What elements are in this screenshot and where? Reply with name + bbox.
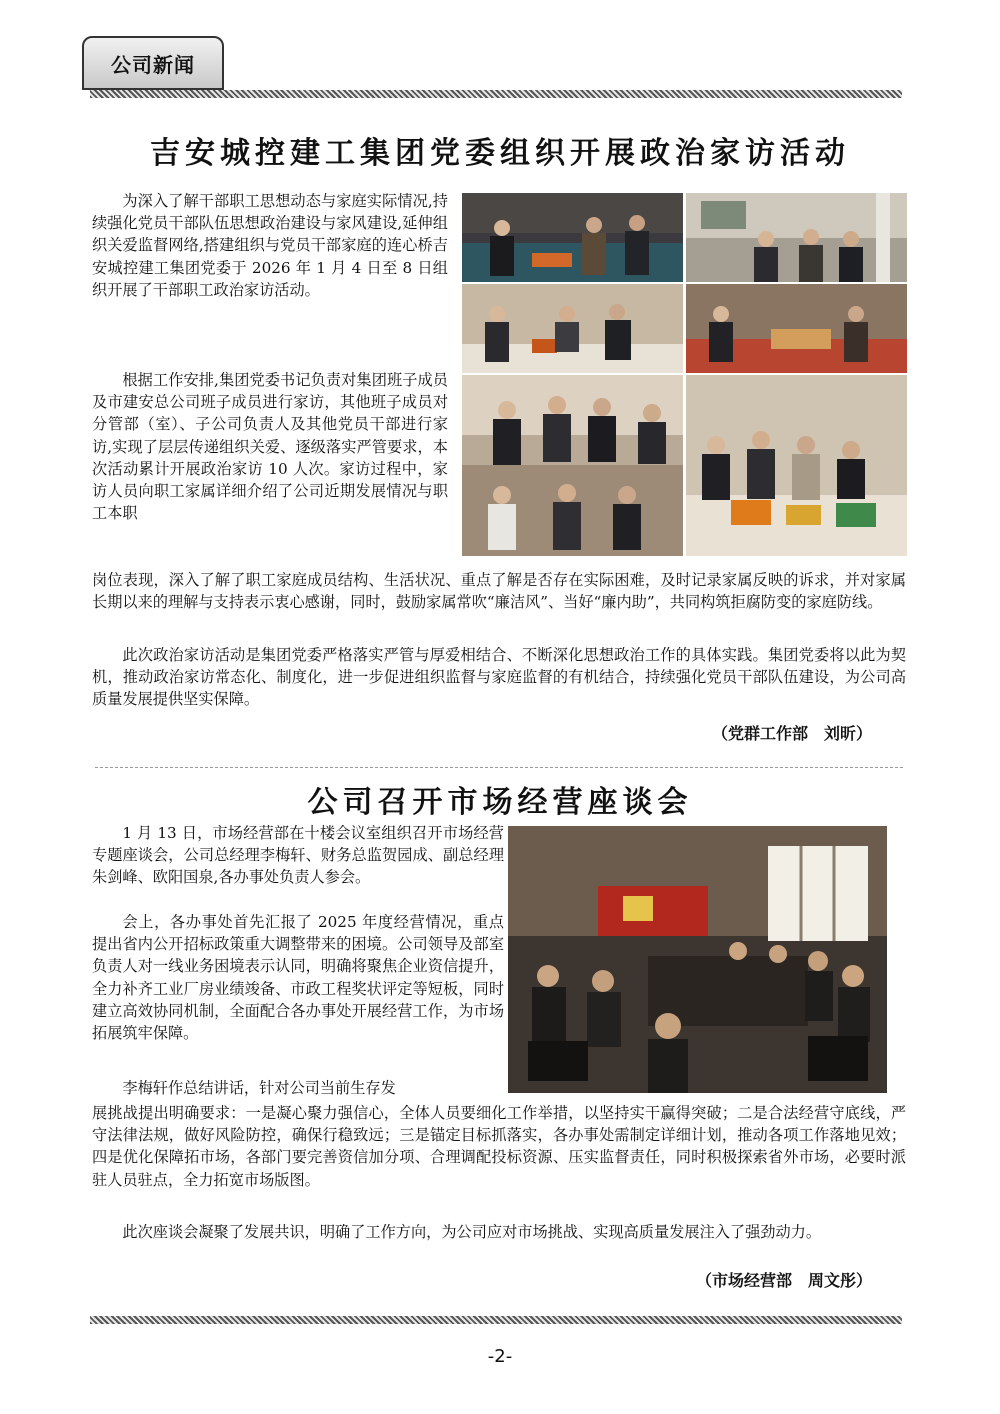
home-visit-photo-6 [686, 375, 907, 556]
article1-title: 吉安城控建工集团党委组织开展政治家访活动 [150, 136, 850, 171]
home-visit-photo-4 [686, 284, 907, 373]
article2-paragraph-3-wrap: 李梅轩作总结讲话，针对公司当前生存发 [122, 1079, 396, 1097]
article1-byline: （党群工作部 刘昕） [711, 724, 872, 743]
home-visit-photo-1 [462, 193, 683, 282]
article1-paragraph-2-continued: 岗位表现，深入了解了职工家庭成员结构、生活状况、重点了解是否存在实际困难，及时记录家属反映的诉求，并对家属长期以来的理解与支持表示衷心感谢，同时，鼓励家属常吹“廉洁风”、当好“廉内助”，共同构筑拒腐防变的家庭防线。 [92, 571, 906, 612]
home-visit-photo-5 [462, 375, 683, 556]
home-visit-photo-3 [462, 284, 683, 373]
home-visit-photo-2 [686, 193, 907, 282]
article2-paragraph-4: 此次座谈会凝聚了发展共识，明确了工作方向，为公司应对市场挑战、实现高质量发展注入了强劲动力。 [122, 1223, 822, 1241]
section-tab-company-news: 公司新闻 [82, 36, 224, 90]
article2-paragraph-3-continued: 展挑战提出明确要求：一是凝心聚力强信心，全体人员要细化工作举措，以坚持实干赢得突破；二是合法经营守底线，严守法律法规，做好风险防控，确保行稳致远；三是锚定目标抓落实，各办事处需制定详细计划，推动各项工作落地见效；四是优化保障拓市场，各部门要完善资信加分项、合理调配投标资源、压实监督责任，同时积极探索省外市场，必要时派驻人员驻点，全力拓宽市场版图。 [92, 1104, 906, 1189]
article-divider [95, 767, 903, 768]
article2-byline: （市场经营部 周文彤） [695, 1271, 872, 1290]
article2-paragraph-2: 会上，各办事处首先汇报了 2025 年度经营情况，重点提出省内公开招标政策重大调整带来的困境。公司领导及部室负责人对一线业务困境表示认同，明确将聚焦企业资信提升，全力补齐工业厂房业绩竣备、市政工程奖状评定等短板，同时建立高效协同机制，全面配合各办事处开展经营工作，为市场拓展筑牢保障。 [92, 913, 504, 1043]
page-number: -2- [487, 1346, 513, 1367]
article2-title: 公司召开市场经营座谈会 [307, 785, 693, 820]
article1-paragraph-1: 为深入了解干部职工思想动态与家庭实际情况,持续强化党员干部队伍思想政治建设与家风建设,延伸组织关爱监督网络,搭建组织与党员干部家庭的连心桥吉安城控建工集团党委于 2026 年 1 月 4 日至 8 日组织开展了干部职工政治家访活动。 [92, 192, 448, 299]
article2-paragraph-1: 1 月 13 日，市场经营部在十楼会议室组织召开市场经营专题座谈会，公司总经理李梅轩、财务总监贺园成、副总经理朱剑峰、欧阳国泉,各办事处负责人参会。 [92, 824, 504, 887]
header-hatch-rule [90, 90, 902, 98]
meeting-photo [508, 826, 887, 1093]
article1-paragraph-3: 此次政治家访活动是集团党委严格落实严管与厚爱相结合、不断深化思想政治工作的具体实践。集团党委将以此为契机，推动政治家访常态化、制度化，进一步促进组织监督与家庭监督的有机结合，持续强化党员干部队伍建设，为公司高质量发展提供坚实保障。 [92, 646, 906, 709]
article1-paragraph-2-wrap: 根据工作安排,集团党委书记负责对集团班子成员及市建安总公司班子成员进行家访，其他班子成员对分管部（室）、子公司负责人及其他党员干部进行家访,实现了层层传递组织关爱、逐级落实严管要求，本次活动累计开展政治家访 10 人次。家访过程中，家访人员向职工家属详细介绍了公司近期发展情况与职工本职 [92, 371, 448, 523]
footer-hatch-rule [90, 1316, 902, 1324]
